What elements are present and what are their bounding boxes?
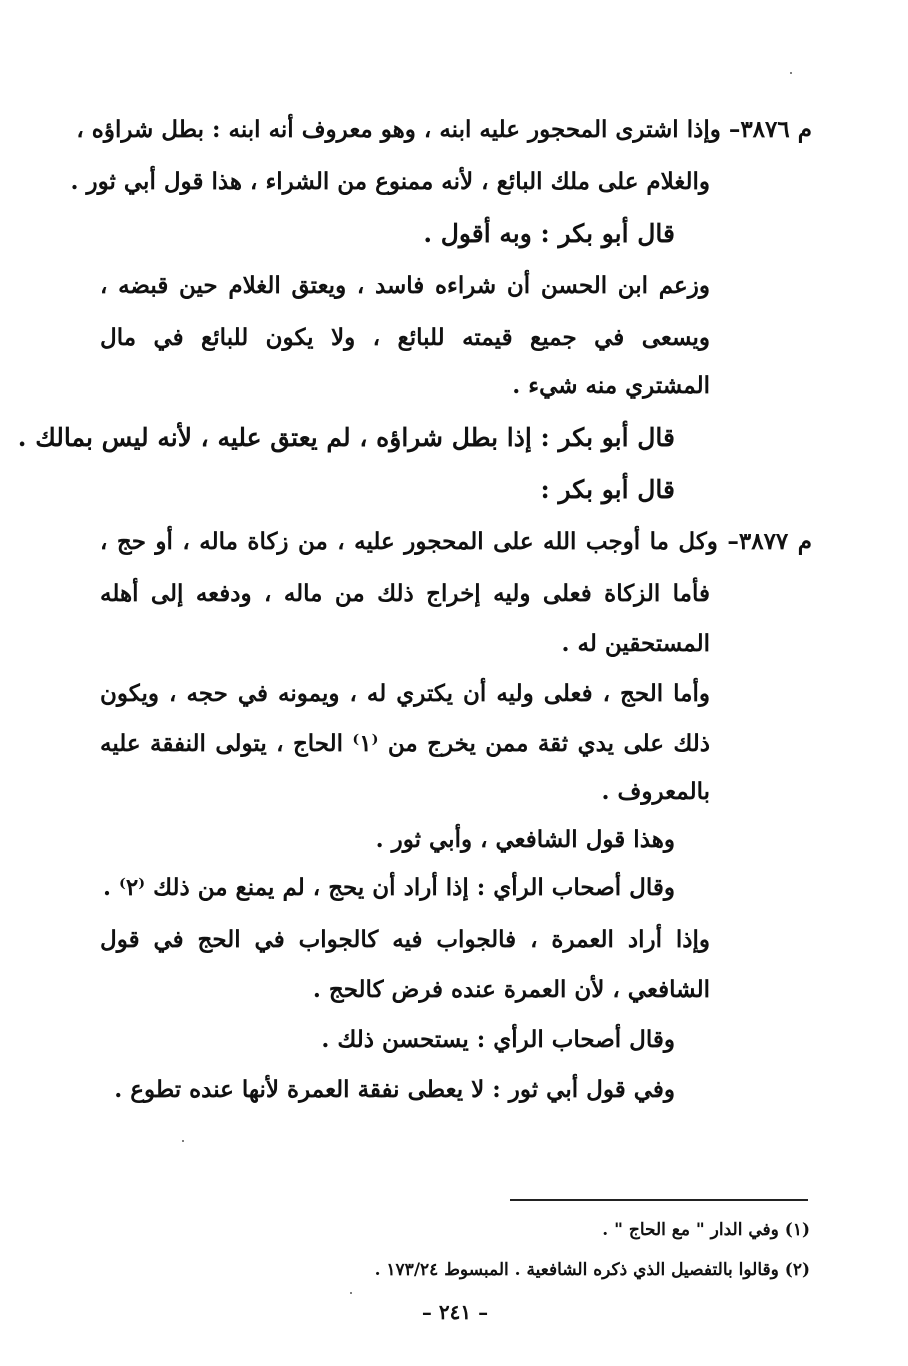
ashab-al-ray-opinion-2: وقال أصحاب الرأي : يستحسن ذلك . [321,1026,675,1053]
footnote-1: (١) وفي الدار " مع الحاج " . [602,1220,810,1240]
issue-3877-line-3: المستحقين له . [561,630,710,657]
ibn-al-hasan-line-2: ويسعى في جميع قيمته للبائع ، ولا يكون للبائع في مال [100,324,710,351]
hajj-line-2: ذلك على يدي ثقة ممن يخرج من ⁽١⁾ الحاج ، يتولى النفقة عليه [100,730,710,757]
umrah-line-2: الشافعي ، لأن العمرة عنده فرض كالحج . [312,976,710,1003]
ibn-al-hasan-line-3: المشتري منه شيء . [512,372,710,399]
umrah-line-1: وإذا أراد العمرة ، فالجواب فيه كالجواب في الحج في قول [100,926,710,953]
hajj-line-1: وأما الحج ، فعلى وليه أن يكتري له ، ويمونه في حجه ، ويكون [100,680,710,707]
scan-speck [790,72,792,74]
abu-bakr-statement-3: قال أبو بكر : [540,475,675,504]
issue-3877-line-2: فأما الزكاة فعلى وليه إخراج ذلك من ماله ، ودفعه إلى أهله [100,580,710,607]
abu-bakr-statement-1: قال أبو بكر : وبه أقول . [423,219,675,248]
abu-bakr-statement-2: قال أبو بكر : إذا بطل شراؤه ، لم يعتق عليه ، لأنه ليس بمالك . [17,423,675,452]
ashab-al-ray-opinion-1: وقال أصحاب الرأي : إذا أراد أن يحج ، لم يمنع من ذلك ⁽٢⁾ . [102,874,675,901]
issue-3876-line-2: والغلام على ملك البائع ، لأنه ممنوع من الشراء ، هذا قول أبي ثور . [70,168,710,195]
abu-thawr-opinion: وفي قول أبي ثور : لا يعطى نفقة العمرة لأنها عنده تطوع . [114,1076,675,1103]
shafii-opinion: وهذا قول الشافعي ، وأبي ثور . [375,826,675,853]
scan-speck [182,1140,184,1142]
issue-3876-line-1: م ٣٨٧٦– وإذا اشترى المحجور عليه ابنه ، وهو معروف أنه ابنه : بطل شراؤه ، [76,116,812,143]
issue-3877-line-1: م ٣٨٧٧– وكل ما أوجب الله على المحجور عليه ، من زكاة ماله ، أو حج ، [100,528,813,555]
ibn-al-hasan-line-1: وزعم ابن الحسن أن شراءه فاسد ، ويعتق الغلام حين قبضه ، [100,272,710,299]
page-number: – ٢٤١ – [421,1300,489,1324]
scan-speck [350,1292,352,1294]
hajj-line-3: بالمعروف . [601,778,710,805]
footnote-2: (٢) وقالوا بالتفصيل الذي ذكره الشافعية . المبسوط ١٧٣/٢٤ . [374,1260,810,1280]
footnote-divider [510,1199,808,1201]
